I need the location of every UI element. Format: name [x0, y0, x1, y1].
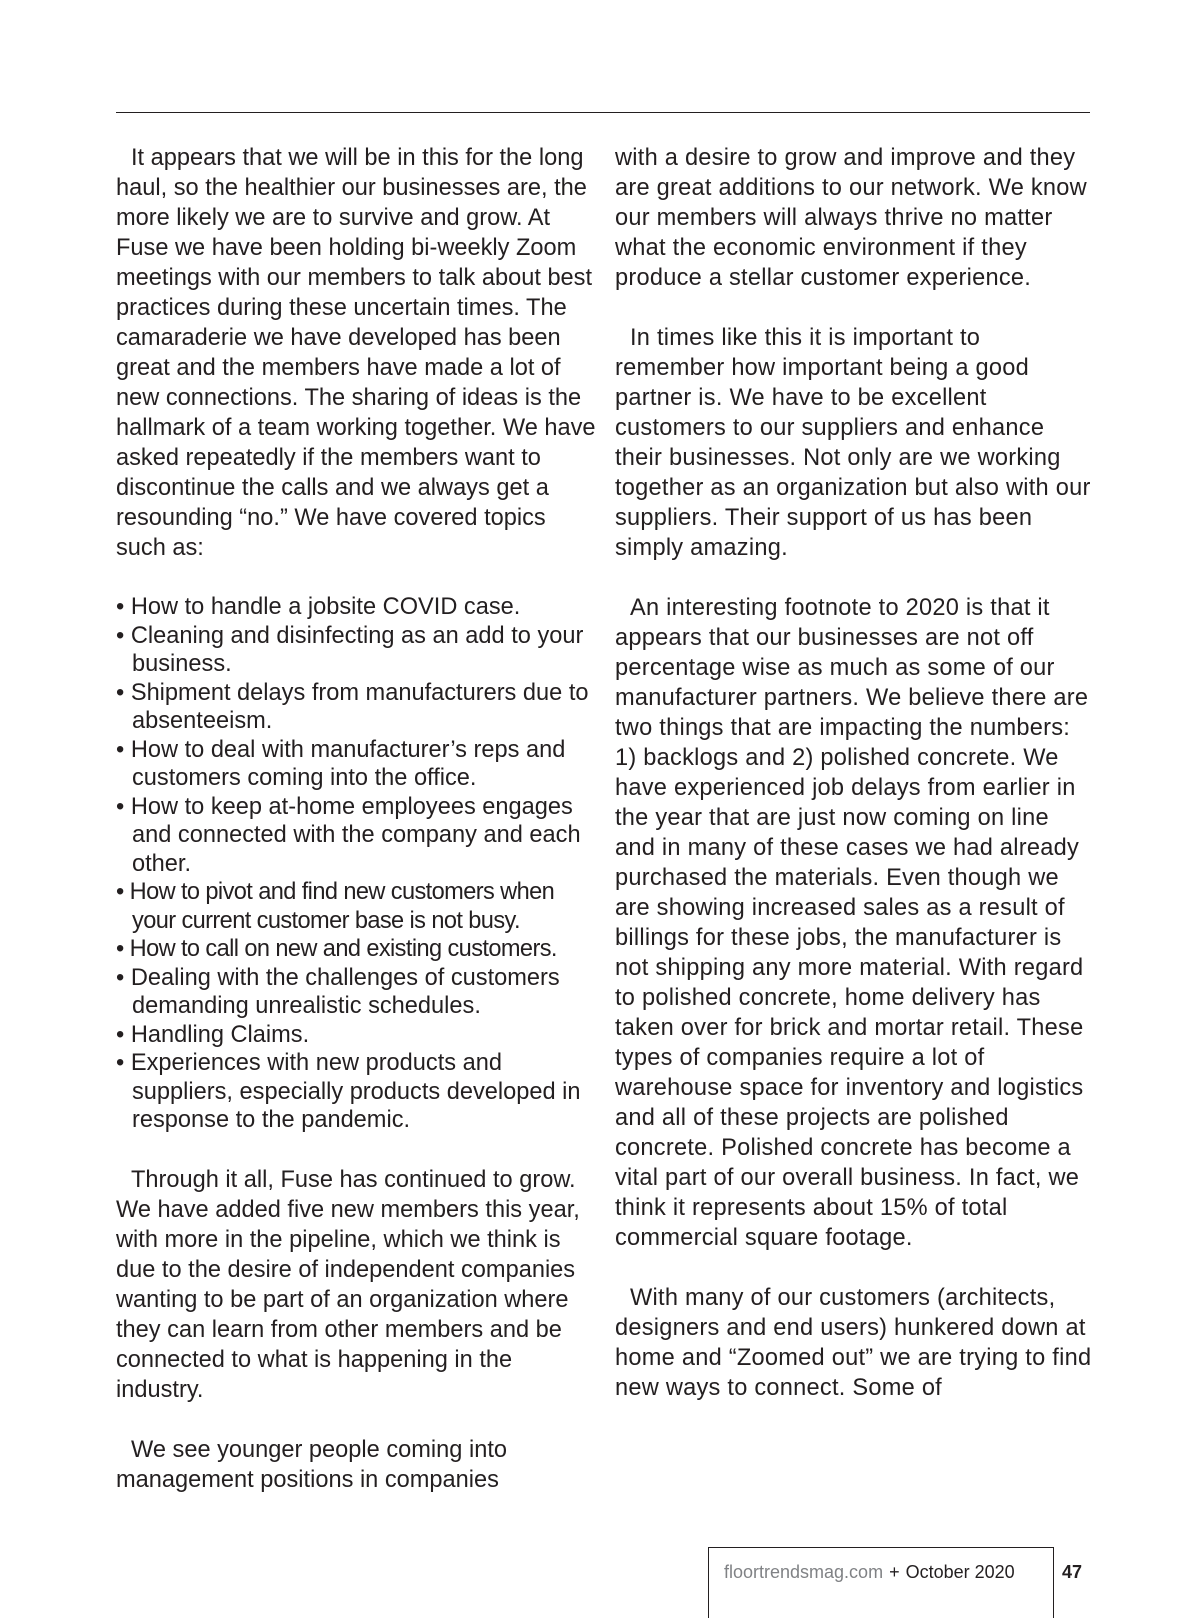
- paragraph-new-ways-connect: With many of our customers (architects, designers and end users) hunkered down at home and “Zoomed out” we are trying to find new ways to connect. Some of: [615, 1285, 1092, 1401]
- topics-bullet-list: [116, 593, 596, 1135]
- footer-separator: +: [889, 1562, 900, 1582]
- paragraph-footnote-2020: An interesting footnote to 2020 is that it appears that our businesses are not off percentage wise as much as some of our manufacturer partners. We believe there are two things that are impacting the numbers: 1) backlogs and 2) polished concrete. We have experienced job delays from earlier in the year that are just now coming on line and in many of these cases we had already purchased the materials. Even though we are showing increased sales as a result of billings for these jobs, the manufacturer is not shipping any more material. With regard to polished concrete, home delivery has taken over for brick and mortar retail. These types of companies require a lot of warehouse space for inventory and logistics and all of these projects are polished concrete. Polished concrete has become a vital part of our overall business. In fact, we think it represents about 15% of total commercial square footage.: [615, 595, 1089, 1251]
- header-rule: [116, 112, 1090, 113]
- left-column: [116, 143, 596, 1525]
- bullet-item: • How to pivot and find new customers when your current customer base is not busy.: [116, 878, 596, 935]
- footer-issue-date: October 2020: [905, 1562, 1015, 1582]
- bullet-item: • How to deal with manufacturer’s reps and customers coming into the office.: [116, 736, 596, 793]
- bullet-item: • Shipment delays from manufacturers due to absenteeism.: [116, 679, 596, 736]
- paragraph-continuation: with a desire to grow and improve and they are great additions to our network. We know our members will always thrive no matter what the economic environment if they produce a stellar customer experience.: [615, 145, 1087, 291]
- bullet-item: • How to call on new and existing customers.: [116, 935, 596, 964]
- bullet-item: • Handling Claims.: [116, 1021, 596, 1050]
- bullet-item: • Dealing with the challenges of customers demanding unrealistic schedules.: [116, 964, 596, 1021]
- bullet-item: • Experiences with new products and suppliers, especially products developed in response to the pandemic.: [116, 1049, 596, 1135]
- paragraph-good-partner: In times like this it is important to remember how important being a good partner is. We have to be excellent customers to our suppliers and enhance their businesses. Not only are we working together as an organization but also with our suppliers. Their support of us has been simply amazing.: [615, 325, 1091, 561]
- bullet-item: • How to keep at-home employees engages and connected with the company and each other.: [116, 793, 596, 879]
- paragraph-fuse-meetings: It appears that we will be in this for the long haul, so the healthier our businesses are, the more likely we are to survive and grow. At Fuse we have been holding bi-weekly Zoom meetings with our members to talk about best practices during these uncertain times. The camaraderie we have developed has been great and the members have made a lot of new connections. The sharing of ideas is the hallmark of a team working together. We have asked repeatedly if the members want to discontinue the calls and we always get a resounding “no.” We have covered topics such as:: [116, 145, 596, 561]
- page-footer: [724, 1560, 1015, 1584]
- right-column: [615, 143, 1095, 1433]
- bullet-item: • Cleaning and disinfecting as an add to your business.: [116, 622, 596, 679]
- paragraph-fuse-growth: Through it all, Fuse has continued to grow. We have added five new members this year, with more in the pipeline, which we think is due to the desire of independent companies wanting to be part of an organization where they can learn from other members and be connected to what is happening in the industry.: [116, 1166, 580, 1403]
- page-number: 47: [1062, 1562, 1083, 1582]
- paragraph-younger-people: We see younger people coming into management positions in companies: [116, 1436, 507, 1493]
- footer-site-url[interactable]: floortrendsmag.com: [724, 1562, 884, 1582]
- bullet-item: • How to handle a jobsite COVID case.: [116, 593, 596, 622]
